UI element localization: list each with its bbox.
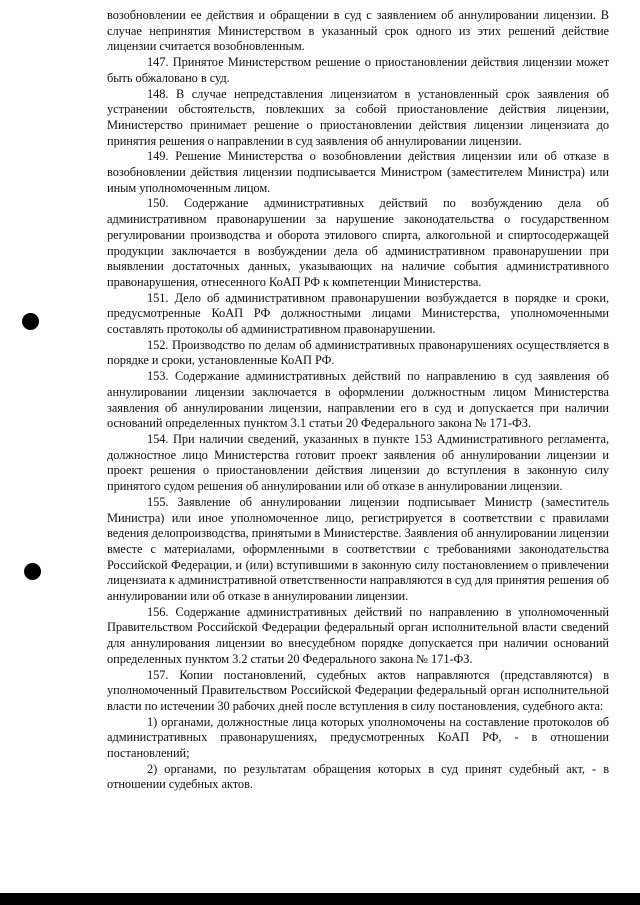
paragraph-154: 154. При наличии сведений, указанных в пункте 153 Административного регламента, должностное лицо Министерства готовит проект заявления об аннулировании лицензии и проект решения о приостановлении действия лицензии до вступления в законную силу принятого судом решения об аннулировании или об отказе в аннулировании лицензии. — [107, 431, 609, 494]
paragraph-149: 149. Решение Министерства о возобновлении действия лицензии или об отказе в возобновлении действия лицензии подписывается Министром (заместителем Министра) или иным уполномоченным лицом. — [107, 149, 609, 195]
paragraph-150: 150. Содержание административных действий по возбуждению дела об административном правонарушении за нарушение законодательства о государственном регулировании производства и оборота этилового спирта, алкогольной и спиртосодержащей продукции заключается в возбуждении дела об административном правонарушении при выявлении достаточных данных, указывающих на наличие события административного правонарушения, отнесенного КоАП РФ к компетенции Министерства. — [107, 196, 609, 289]
paragraph-157: 157. Копии постановлений, судебных актов направляются (представляются) в уполномоченный Правительством Российской Федерации федеральный орган исполнительной власти по истечении 30 рабочих дней после вступления в силу постановления, судебного акта: — [107, 667, 609, 713]
paragraph-152: 152. Производство по делам об административных правонарушениях осуществляется в порядке и сроки, установленные КоАП РФ. — [107, 337, 609, 368]
paragraph-155: 155. Заявление об аннулировании лицензии подписывает Министр (заместитель Министра) или иное уполномоченное лицо, регистрируется в соответствии с правилами ведения делопроизводства, принятыми в Министерстве. Заявления об аннулировании лицензии вместе с материалами, оформленными в соответствии с требованиями законодательства Российской Федерации, и (или) вступившими в законную силу постановлением о привлечении лицензиата к административной ответственности направляются в суд для принятия решения об аннулировании или об отказе в аннулировании лицензии. — [107, 494, 609, 604]
paragraph-156: 156. Содержание административных действий по направлению в уполномоченный Правительством Российской Федерации федеральный орган исполнительной власти сведений для аннулирования лицензии во внесудебном порядке допускается при наличии оснований определенных пунктом 3.2 статьи 20 Федерального закона № 171-ФЗ. — [107, 604, 609, 666]
punch-hole-mark — [22, 313, 39, 330]
paragraph-153: 153. Содержание административных действий по направлению в суд заявления об аннулировании лицензии заключается в оформлении должностным лицом Министерства заявления об аннулировании лицензии, направлении его в суд и допускается при наличии оснований определенных пунктом 3.1 статьи 20 Федерального закона № 171-ФЗ. — [107, 369, 609, 431]
document-body — [107, 8, 609, 793]
scan-bottom-edge — [0, 893, 640, 905]
paragraph-148: 148. В случае непредставления лицензиатом в установленный срок заявления об устранении обстоятельств, повлекших за собой приостановление действия лицензии, Министерство принимает решение о приостановлении действия лицензии лицензиата до принятия решения о направлении в суд заявления об аннулировании лицензии. — [107, 86, 609, 148]
paragraph-147: 147. Принятое Министерством решение о приостановлении действия лицензии может быть обжаловано в суд. — [107, 55, 609, 85]
punch-hole-mark — [24, 563, 41, 580]
paragraph-157-item-1: 1) органами, должностные лица которых уполномочены на составление протоколов об административных правонарушениях, предусмотренных КоАП РФ, - в отношении постановлений; — [107, 714, 609, 761]
paragraph-151: 151. Дело об административном правонарушении возбуждается в порядке и сроки, предусмотренные КоАП РФ должностными лицами Министерства, уполномоченными составлять протоколы об административном правонарушении. — [107, 290, 609, 337]
paragraph-157-item-2: 2) органами, по результатам обращения которых в суд принят судебный акт, - в отношении судебных актов. — [107, 761, 609, 792]
paragraph-continuation: возобновлении ее действия и обращении в суд с заявлением об аннулировании лицензии. В случае непринятия Министерством в указанный срок одного из этих решений действие лицензии считается возобновленным. — [107, 8, 609, 54]
